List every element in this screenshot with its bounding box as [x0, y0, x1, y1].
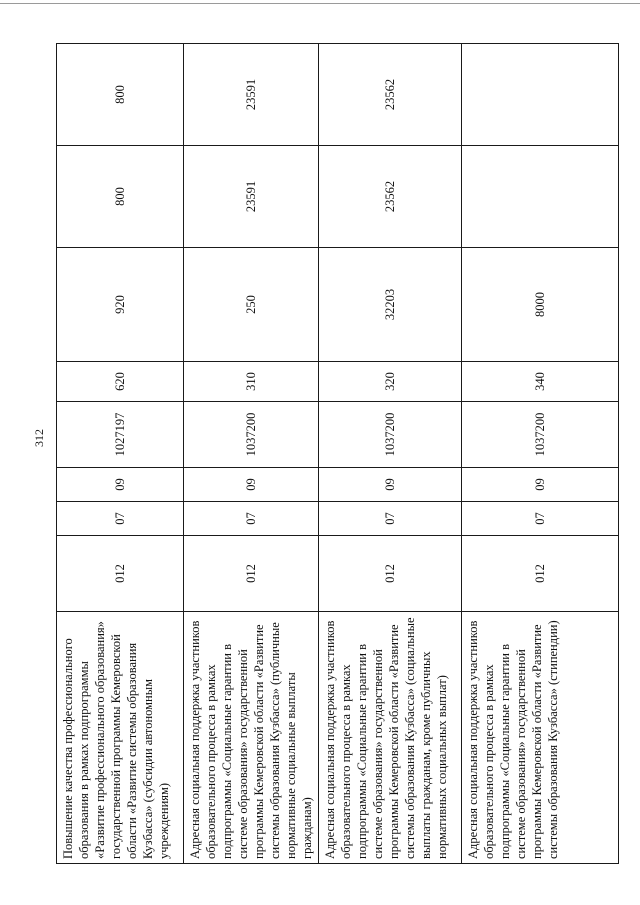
table-row [319, 44, 462, 864]
amount-1: 8000 [462, 248, 619, 362]
ministry-code: 012 [319, 536, 462, 612]
ministry-code: 012 [57, 536, 184, 612]
amount-1: 920 [57, 248, 184, 362]
row-description: Адресная социальная поддержка участников образовательного процесса в рамках подпрограммы «Социальные гарантии в системе образования» государственной программы Кемеровской области «Развитие системы образования Кузбасса» (стипендии) [462, 612, 619, 864]
row-description: Адресная социальная поддержка участников образовательного процесса в рамках подпрограммы «Социальные гарантии в системе образования» государственной программы Кемеровской области «Развитие системы образования Кузбасса» (социальные выплаты гражданам, кроме публичных нормативных социальных выплат) [319, 612, 462, 864]
expense-type-code: 310 [184, 362, 319, 402]
amount-3: 23562 [319, 44, 462, 146]
amount-1: 32203 [319, 248, 462, 362]
amount-3: 800 [57, 44, 184, 146]
table-row [462, 44, 619, 864]
budget-table [56, 43, 619, 864]
ministry-code: 012 [462, 536, 619, 612]
expense-type-code: 620 [57, 362, 184, 402]
subsection-code: 09 [184, 468, 319, 502]
section-code: 07 [462, 502, 619, 536]
subsection-code: 09 [319, 468, 462, 502]
page-number: 312 [32, 429, 46, 447]
table-row [57, 44, 184, 864]
amount-2: 23562 [319, 146, 462, 248]
amount-2: 800 [57, 146, 184, 248]
amount-2 [462, 146, 619, 248]
expense-type-code: 320 [319, 362, 462, 402]
subsection-code: 09 [462, 468, 619, 502]
ministry-code: 012 [184, 536, 319, 612]
scan-edge-line [0, 3, 640, 4]
rotated-table-frame [56, 44, 611, 864]
amount-1: 250 [184, 248, 319, 362]
section-code: 07 [319, 502, 462, 536]
section-code: 07 [57, 502, 184, 536]
row-description: Повышение качества профессионального образования в рамках подпрограммы «Развитие профессионального образования» государственной программы Кемеровской области «Развитие системы образования Кузбасса» (субсидии автономным учреждениям) [57, 612, 184, 864]
target-article-code: 1037200 [319, 402, 462, 468]
target-article-code: 1027197 [57, 402, 184, 468]
table-row [184, 44, 319, 864]
amount-2: 23591 [184, 146, 319, 248]
target-article-code: 1037200 [184, 402, 319, 468]
expense-type-code: 340 [462, 362, 619, 402]
amount-3: 23591 [184, 44, 319, 146]
section-code: 07 [184, 502, 319, 536]
subsection-code: 09 [57, 468, 184, 502]
target-article-code: 1037200 [462, 402, 619, 468]
amount-3 [462, 44, 619, 146]
row-description: Адресная социальная поддержка участников образовательного процесса в рамках подпрограммы «Социальные гарантии в системе образования» государственной программы Кемеровской области «Развитие системы образования Кузбасса» (публичные нормативные социальные выплаты гражданам) [184, 612, 319, 864]
